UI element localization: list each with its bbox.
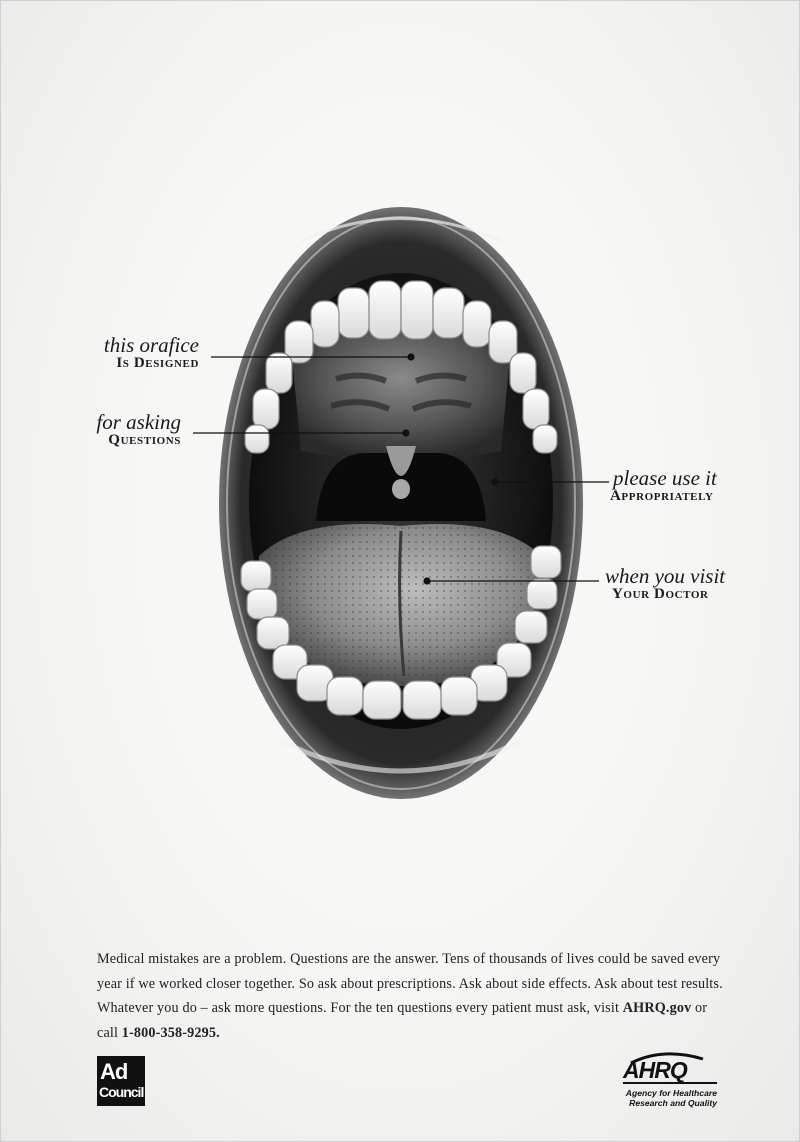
ahrq-tagline xyxy=(613,1088,717,1108)
callout-appropriately xyxy=(610,466,753,505)
ahrq-logo xyxy=(613,1049,723,1111)
callout-appropriately-caps: Appropriately xyxy=(610,488,714,505)
callout-orifice xyxy=(97,334,199,372)
ahrq-mark: AHRQ xyxy=(623,1057,687,1083)
website-link[interactable]: AHRQ.gov xyxy=(622,1000,692,1016)
ahrq-tagline-2: Research and Quality xyxy=(629,1098,717,1108)
ahrq-tagline-1: Agency for Healthcare xyxy=(625,1088,717,1098)
callout-asking-italic: for asking xyxy=(96,410,181,434)
callout-doctor xyxy=(605,565,755,603)
callout-asking xyxy=(87,411,181,449)
phone-number[interactable]: 1-800-358-9295. xyxy=(121,1024,220,1041)
callout-doctor-italic: when you visit xyxy=(605,564,726,588)
body-text: Medical mistakes are a problem. Questions are the answer. Tens of thousands of lives could be saved every year if we worked closer together. So ask about prescriptions. Ask about side effects. Ask about test results. Whatever you do – ask more questions. For the ten questions every patient must ask, visit xyxy=(97,951,723,1016)
ad-council-line1: Ad xyxy=(100,1059,128,1084)
body-connector: or call xyxy=(97,1000,708,1041)
ad-council-logo xyxy=(97,1056,145,1106)
ad-council-line2: Council xyxy=(99,1084,144,1100)
body-copy xyxy=(97,947,727,1045)
callout-orifice-caps: Is Designed xyxy=(116,355,199,372)
callout-orifice-italic: this orafice xyxy=(103,333,199,357)
callout-doctor-caps: Your Doctor xyxy=(612,586,709,603)
callout-appropriately-italic: please use it xyxy=(613,466,717,490)
callout-asking-caps: Questions xyxy=(108,432,181,449)
